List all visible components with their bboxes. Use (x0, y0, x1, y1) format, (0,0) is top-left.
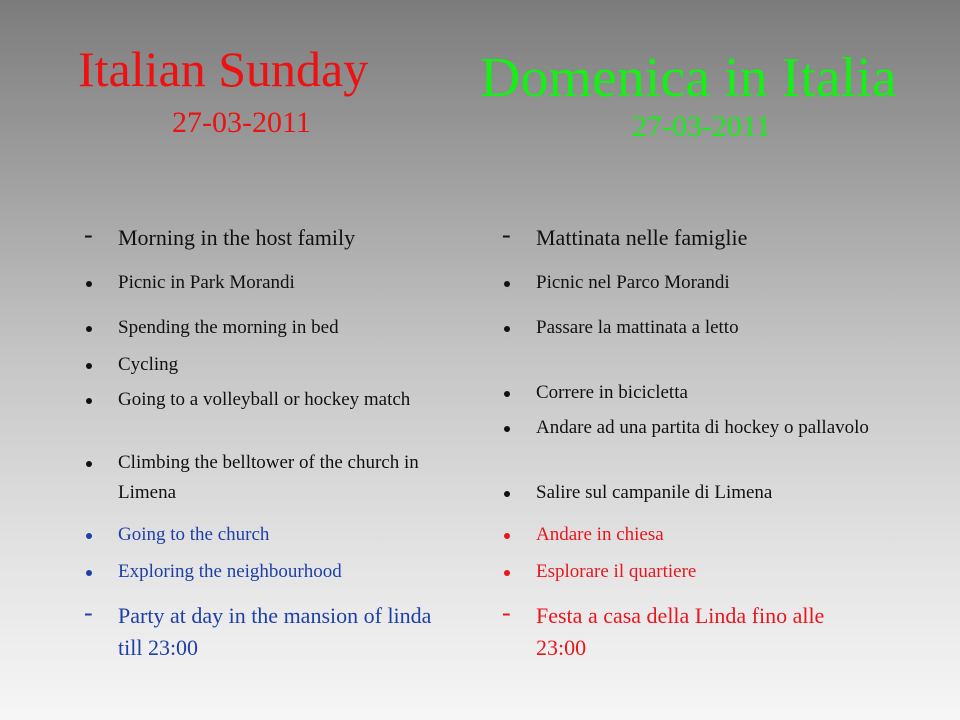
italian-item-morning (502, 220, 876, 254)
item-text: Picnic in Park Morandi (118, 272, 295, 293)
bullet-icon (504, 533, 510, 539)
item-text: Morning in the host family (118, 225, 356, 250)
bullet-icon (504, 326, 510, 332)
bullet-icon (504, 570, 510, 576)
item-text: Andare in chiesa (536, 524, 664, 545)
bullet-icon (504, 281, 510, 287)
item-text: Passare la mattinata a letto (536, 317, 739, 338)
item-text: Cycling (118, 354, 179, 375)
italian-title: Domenica in Italia (480, 47, 897, 109)
item-text: Spending the morning in bed (118, 317, 339, 338)
bullet-icon (504, 491, 510, 497)
item-text: Going to the church (118, 524, 270, 545)
bullet-icon (504, 391, 510, 397)
item-text: Salire sul campanile di Limena (536, 482, 773, 503)
italian-item-bed (536, 313, 876, 343)
italian-item-belltower (536, 478, 876, 508)
english-item-neighbourhood (118, 557, 458, 587)
bullet-icon (86, 326, 92, 332)
italian-item-party (502, 598, 876, 664)
english-item-morning (84, 220, 458, 254)
english-item-cycling (118, 350, 458, 380)
english-item-picnic (118, 268, 458, 298)
italian-item-church (536, 520, 876, 550)
item-text: Andare ad una partita di hockey o pallavolo (536, 417, 869, 438)
item-text: Festa a casa della Linda fino alle 23:00 (536, 603, 825, 660)
italian-item-cycling (536, 378, 876, 408)
item-text: Climbing the belltower of the church in Limena (118, 452, 419, 503)
bullet-icon (86, 461, 92, 467)
item-text: Party at day in the mansion of linda till 23:00 (118, 603, 432, 660)
italian-date: 27-03-2011 (632, 110, 771, 143)
dash-marker: - (502, 220, 511, 249)
item-text: Correre in bicicletta (536, 382, 688, 403)
item-text: Picnic nel Parco Morandi (536, 272, 730, 293)
english-item-belltower (118, 448, 458, 508)
english-date: 27-03-2011 (172, 106, 311, 139)
bullet-icon (86, 533, 92, 539)
english-title: Italian Sunday (78, 41, 369, 97)
item-text: Going to a volleyball or hockey match (118, 389, 411, 410)
english-item-match (118, 385, 458, 415)
english-item-party (84, 598, 458, 664)
bullet-icon (86, 363, 92, 369)
italian-item-picnic (536, 268, 876, 298)
dash-marker: - (84, 598, 93, 627)
italian-item-neighbourhood (536, 557, 876, 587)
item-text: Exploring the neighbourhood (118, 561, 342, 582)
bullet-icon (86, 570, 92, 576)
bullet-icon (86, 398, 92, 404)
bullet-icon (86, 281, 92, 287)
english-item-church (118, 520, 458, 550)
item-text: Esplorare il quartiere (536, 561, 697, 582)
bullet-icon (504, 426, 510, 432)
item-text: Mattinata nelle famiglie (536, 225, 748, 250)
english-item-bed (118, 313, 458, 343)
dash-marker: - (502, 598, 511, 627)
italian-item-match (536, 413, 876, 443)
dash-marker: - (84, 220, 93, 249)
